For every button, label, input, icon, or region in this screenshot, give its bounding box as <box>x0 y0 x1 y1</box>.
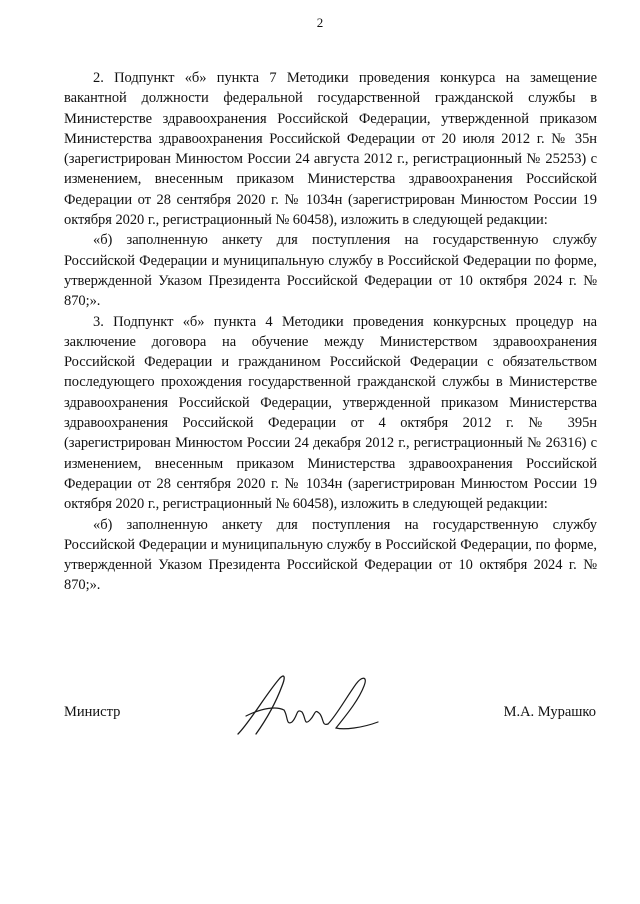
paragraph-2-quote: «б) заполненную анкету для поступления на государственную службу Российской Федерации и муниципальную службу в Российской Федерации по форме, утвержденной Указом Президента Российской Федерации от 10 октября 2024 г. № 870;». <box>64 232 597 310</box>
paragraph-2: 2. Подпункт «б» пункта 7 Методики проведения конкурса на замещение вакантной должности федеральной государственной гражданской службы в Министерстве здравоохранения Российской Федерации, утвержденной приказом Министерства здравоохранения Российской Федерации от 20 июля 2012 г. № 35н (зарегистрирован Минюстом России 24 августа 2012 г., регистрационный № 25253) с изменением, внесенным приказом Министерства здравоохранения Российской Федерации от 28 сентября 2020 г. № 1034н (зарегистрирован Минюстом России 19 октября 2020 г., регистрационный № 60458), изложить в следующей редакции: <box>64 70 597 229</box>
paragraph-3: 3. Подпункт «б» пункта 4 Методики проведения конкурсных процедур на заключение договора на обучение между Министерством здравоохранения Российской Федерации и гражданином Российской Федерации с обязательством последующего прохождения государственной гражданской службы в Министерстве здравоохранения Российской Федерации, утвержденной приказом Министерства здравоохранения Российской Федерации от 4 октября 2012 г. № 395н (зарегистрирован Минюстом России 24 декабря 2012 г., регистрационный № 26316) с изменением, внесенным приказом Министерства здравоохранения Российской Федерации от 28 сентября 2020 г. № 1034н (зарегистрирован Минюстом России 19 октября 2020 г., регистрационный № 60458), изложить в следующей редакции: <box>64 313 597 513</box>
page-number: 2 <box>316 15 324 30</box>
paragraph-3-quote: «б) заполненную анкету для поступления на государственную службу Российской Федерации и муниципальную службу в Российской Федерации, по форме, утвержденной Указом Президента Российской Федерации от 10 октября 2024 г. № 870;». <box>64 516 597 594</box>
signatory-name: М.А. Мурашко <box>503 704 596 720</box>
signatory-position: Министр <box>64 704 121 720</box>
document-body <box>64 68 597 596</box>
handwritten-signature <box>232 664 382 744</box>
